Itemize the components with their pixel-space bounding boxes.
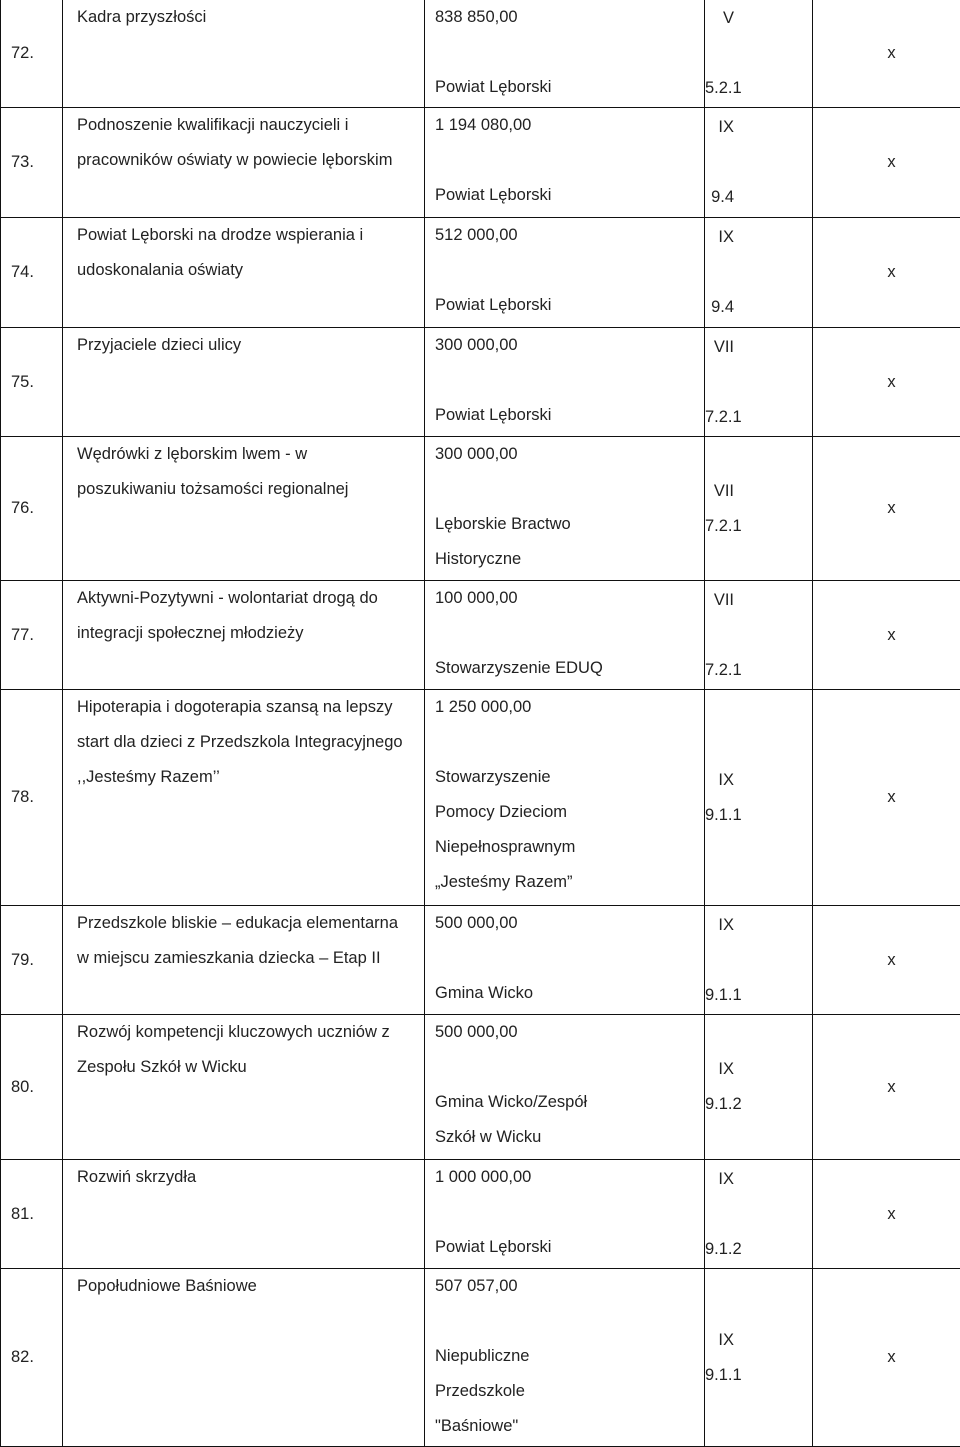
priority-code-line: IX bbox=[705, 1052, 734, 1087]
funding-cell bbox=[425, 437, 705, 581]
funding-cell bbox=[425, 0, 705, 108]
project-title bbox=[63, 437, 425, 581]
funding-line: Przedszkole bbox=[435, 1374, 704, 1409]
project-title bbox=[63, 690, 425, 906]
funding-line bbox=[435, 1195, 704, 1230]
priority-code-line: VII bbox=[705, 474, 734, 509]
project-title bbox=[63, 1269, 425, 1447]
priority-code-line: 7.2.1 bbox=[705, 400, 734, 435]
funding-line: Szkół w Wicku bbox=[435, 1120, 704, 1155]
funding-line: Lęborskie Bractwo bbox=[435, 507, 704, 542]
priority-code-line: IX bbox=[705, 1162, 734, 1197]
priority-code bbox=[705, 108, 813, 218]
table-row bbox=[1, 1015, 960, 1160]
row-number: 79. bbox=[1, 906, 63, 1015]
funding-line: 500 000,00 bbox=[435, 1015, 704, 1050]
project-title-line: Aktywni-Pozytywni - wolontariat drogą do bbox=[77, 581, 416, 616]
priority-code bbox=[705, 906, 813, 1015]
project-title bbox=[63, 108, 425, 218]
project-title bbox=[63, 1015, 425, 1160]
funding-line: 1 000 000,00 bbox=[435, 1160, 704, 1195]
priority-code-line: 9.1.2 bbox=[705, 1232, 734, 1267]
project-title-line: ,,Jesteśmy Razem’’ bbox=[77, 760, 416, 795]
mark-cell: x bbox=[813, 0, 960, 108]
funding-line: 838 850,00 bbox=[435, 0, 704, 35]
funding-line bbox=[435, 253, 704, 288]
funding-line: „Jesteśmy Razem” bbox=[435, 865, 704, 900]
project-title-line: Wędrówki z lęborskim lwem - w bbox=[77, 437, 416, 472]
funding-cell bbox=[425, 1269, 705, 1447]
priority-code bbox=[705, 1015, 813, 1160]
funding-line: Gmina Wicko/Zespół bbox=[435, 1085, 704, 1120]
priority-code bbox=[705, 690, 813, 906]
project-title bbox=[63, 1160, 425, 1269]
priority-code-line: VII bbox=[705, 583, 734, 618]
row-number: 73. bbox=[1, 108, 63, 218]
priority-code-line: 9.1.1 bbox=[705, 978, 734, 1013]
priority-code-line: 9.1.2 bbox=[705, 1087, 734, 1122]
funding-line bbox=[435, 725, 704, 760]
mark-cell: x bbox=[813, 1160, 960, 1269]
row-number: 81. bbox=[1, 1160, 63, 1269]
priority-code-line: IX bbox=[705, 763, 734, 798]
priority-code-line bbox=[705, 255, 734, 290]
funding-cell bbox=[425, 328, 705, 437]
funding-line bbox=[435, 143, 704, 178]
funding-line bbox=[435, 35, 704, 70]
project-title bbox=[63, 218, 425, 328]
table-row bbox=[1, 328, 960, 437]
project-title-line: poszukiwaniu tożsamości regionalnej bbox=[77, 472, 416, 507]
priority-code-line bbox=[705, 1197, 734, 1232]
project-title-line: udoskonalania oświaty bbox=[77, 253, 416, 288]
table-row bbox=[1, 0, 960, 108]
funding-line: 300 000,00 bbox=[435, 328, 704, 363]
project-title-line: Rozwój kompetencji kluczowych uczniów z bbox=[77, 1015, 416, 1050]
priority-code-line bbox=[705, 145, 734, 180]
funding-line bbox=[435, 472, 704, 507]
funding-line: 1 194 080,00 bbox=[435, 108, 704, 143]
priority-code-line: V bbox=[705, 1, 734, 36]
mark-cell: x bbox=[813, 437, 960, 581]
priority-code-line: IX bbox=[705, 220, 734, 255]
funding-line: 512 000,00 bbox=[435, 218, 704, 253]
project-title-line: Hipoterapia i dogoterapia szansą na lepszy bbox=[77, 690, 416, 725]
mark-cell: x bbox=[813, 581, 960, 690]
funding-line bbox=[435, 941, 704, 976]
table-row bbox=[1, 1160, 960, 1269]
funding-line: Powiat Lęborski bbox=[435, 178, 704, 213]
project-title-line: Przyjaciele dzieci ulicy bbox=[77, 328, 416, 363]
row-number: 77. bbox=[1, 581, 63, 690]
project-title-line: Popołudniowe Baśniowe bbox=[77, 1269, 416, 1304]
funding-cell bbox=[425, 1015, 705, 1160]
funding-cell bbox=[425, 218, 705, 328]
project-title-line: Powiat Lęborski na drodze wspierania i bbox=[77, 218, 416, 253]
priority-code bbox=[705, 328, 813, 437]
funding-line: Powiat Lęborski bbox=[435, 398, 704, 433]
mark-cell: x bbox=[813, 690, 960, 906]
row-number: 82. bbox=[1, 1269, 63, 1447]
table-row bbox=[1, 108, 960, 218]
priority-code-line bbox=[705, 618, 734, 653]
project-title bbox=[63, 0, 425, 108]
priority-code-line: IX bbox=[705, 110, 734, 145]
project-title-line: integracji społecznej młodzieży bbox=[77, 616, 416, 651]
funding-line: Stowarzyszenie EDUQ bbox=[435, 651, 704, 686]
funding-line: Powiat Lęborski bbox=[435, 70, 704, 105]
funding-line bbox=[435, 1050, 704, 1085]
project-title bbox=[63, 906, 425, 1015]
funding-line: 100 000,00 bbox=[435, 581, 704, 616]
funding-line: Stowarzyszenie bbox=[435, 760, 704, 795]
project-title-line: Rozwiń skrzydła bbox=[77, 1160, 416, 1195]
priority-code bbox=[705, 0, 813, 108]
priority-code-line: 9.4 bbox=[705, 180, 734, 215]
row-number: 72. bbox=[1, 0, 63, 108]
project-title-line: Przedszkole bliskie – edukacja elementarna bbox=[77, 906, 416, 941]
priority-code-line: 7.2.1 bbox=[705, 653, 734, 688]
row-number: 75. bbox=[1, 328, 63, 437]
funding-cell bbox=[425, 108, 705, 218]
project-title-line: Podnoszenie kwalifikacji nauczycieli i bbox=[77, 108, 416, 143]
funding-line: 500 000,00 bbox=[435, 906, 704, 941]
mark-cell: x bbox=[813, 218, 960, 328]
mark-cell: x bbox=[813, 1269, 960, 1447]
funding-line bbox=[435, 363, 704, 398]
project-title bbox=[63, 581, 425, 690]
priority-code bbox=[705, 437, 813, 581]
funding-line: Powiat Lęborski bbox=[435, 1230, 704, 1265]
priority-code-line: 5.2.1 bbox=[705, 71, 734, 106]
funding-line: 1 250 000,00 bbox=[435, 690, 704, 725]
project-title-line: Zespołu Szkół w Wicku bbox=[77, 1050, 416, 1085]
funding-line: Pomocy Dzieciom bbox=[435, 795, 704, 830]
priority-code-line: 7.2.1 bbox=[705, 509, 734, 544]
row-number: 74. bbox=[1, 218, 63, 328]
table-row bbox=[1, 437, 960, 581]
row-number: 76. bbox=[1, 437, 63, 581]
funding-cell bbox=[425, 581, 705, 690]
priority-code bbox=[705, 581, 813, 690]
priority-code-line: 9.1.1 bbox=[705, 798, 734, 833]
priority-code-line: VII bbox=[705, 330, 734, 365]
row-number: 80. bbox=[1, 1015, 63, 1160]
funding-line bbox=[435, 1304, 704, 1339]
project-title bbox=[63, 328, 425, 437]
mark-cell: x bbox=[813, 108, 960, 218]
priority-code-line: IX bbox=[705, 908, 734, 943]
row-number: 78. bbox=[1, 690, 63, 906]
funding-line: 507 057,00 bbox=[435, 1269, 704, 1304]
table-row bbox=[1, 1269, 960, 1447]
priority-code-line bbox=[705, 365, 734, 400]
funding-line: Niepełnosprawnym bbox=[435, 830, 704, 865]
project-title-line: w miejscu zamieszkania dziecka – Etap II bbox=[77, 941, 416, 976]
table-row bbox=[1, 906, 960, 1015]
priority-code-line bbox=[705, 943, 734, 978]
funding-cell bbox=[425, 690, 705, 906]
project-title-line: Kadra przyszłości bbox=[77, 0, 416, 35]
table-row bbox=[1, 218, 960, 328]
funding-line: Niepubliczne bbox=[435, 1339, 704, 1374]
priority-code-line: 9.4 bbox=[705, 290, 734, 325]
funding-line bbox=[435, 616, 704, 651]
funding-line: Historyczne bbox=[435, 542, 704, 577]
priority-code-line: IX bbox=[705, 1323, 734, 1358]
priority-code-line bbox=[705, 36, 734, 71]
mark-cell: x bbox=[813, 906, 960, 1015]
funding-line: Gmina Wicko bbox=[435, 976, 704, 1011]
priority-code bbox=[705, 218, 813, 328]
funding-cell bbox=[425, 906, 705, 1015]
project-title-line: start dla dzieci z Przedszkola Integracyjnego bbox=[77, 725, 416, 760]
mark-cell: x bbox=[813, 328, 960, 437]
project-title-line: pracowników oświaty w powiecie lęborskim bbox=[77, 143, 416, 178]
priority-code bbox=[705, 1269, 813, 1447]
table-row bbox=[1, 581, 960, 690]
priority-code-line: 9.1.1 bbox=[705, 1358, 734, 1393]
priority-code bbox=[705, 1160, 813, 1269]
funding-cell bbox=[425, 1160, 705, 1269]
funding-line: Powiat Lęborski bbox=[435, 288, 704, 323]
funding-line: 300 000,00 bbox=[435, 437, 704, 472]
funding-line: "Baśniowe" bbox=[435, 1409, 704, 1444]
mark-cell: x bbox=[813, 1015, 960, 1160]
table-row bbox=[1, 690, 960, 906]
